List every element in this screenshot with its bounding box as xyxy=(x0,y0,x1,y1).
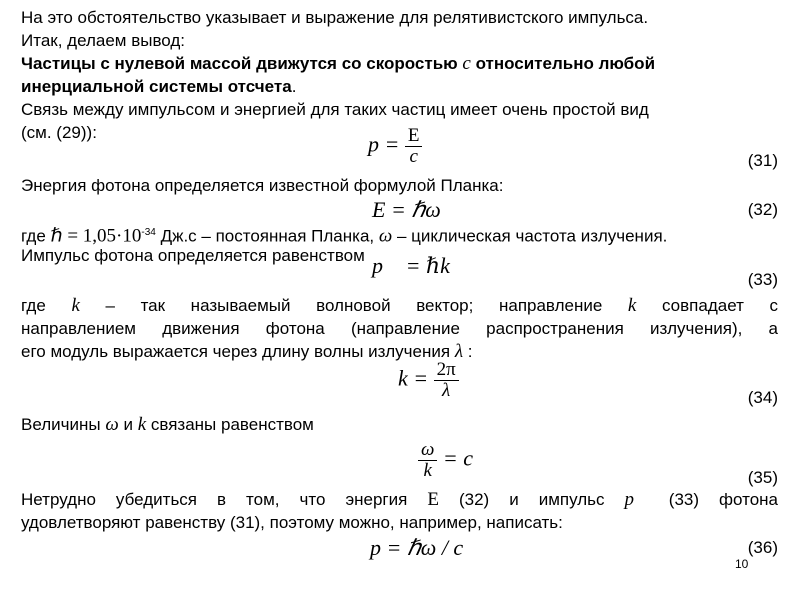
exp: -34 xyxy=(141,227,156,238)
t: Частицы с нулевой массой движутся со скоростью xyxy=(21,54,463,73)
t: (32) и импульс xyxy=(438,490,625,509)
conclusion-line xyxy=(21,54,655,74)
num: 2π xyxy=(434,360,459,381)
k: k xyxy=(137,414,147,435)
planck-constant: ℏ = 1,05·10 xyxy=(50,225,142,247)
text-line: Итак, делаем вывод: xyxy=(21,31,186,50)
num: E xyxy=(405,126,423,147)
text-line: Энергия фотона определяется известной формулой Планка: xyxy=(21,176,504,195)
num: ω xyxy=(418,440,437,461)
eq-number: (31) xyxy=(747,151,778,170)
formula-34 xyxy=(398,360,459,401)
conclusion-line: инерциальной системы отсчета. xyxy=(21,77,297,96)
t: где xyxy=(21,226,51,246)
t: Величины xyxy=(21,415,106,434)
text-line: На это обстоятельство указывает и выражение для релятивистского импульса. xyxy=(21,8,649,27)
k-vector: k xyxy=(71,295,80,316)
formula-35 xyxy=(418,440,473,481)
t: = c xyxy=(437,445,474,471)
formula-33: p⃗ = ℏk⃗ xyxy=(372,253,468,278)
text-line xyxy=(21,296,778,316)
t: совпадает с xyxy=(636,296,778,315)
t: его модуль выражается через длину волны излучения xyxy=(21,342,455,361)
text-line: направлением движения фотона (направление распространения излучения), а xyxy=(21,319,778,338)
t: связаны равенством xyxy=(146,415,314,434)
text-line xyxy=(21,490,778,510)
eq-number: (33) xyxy=(747,270,778,289)
t: (33) фотона xyxy=(648,490,778,509)
page-number: 10 xyxy=(735,557,749,571)
formula-31 xyxy=(368,126,422,167)
text-line: Импульс фотона определяется равенством xyxy=(21,246,365,265)
eq-number: (36) xyxy=(747,538,778,557)
den: k xyxy=(423,460,432,481)
t: Дж.с – постоянная Планка, xyxy=(155,226,379,246)
formula-32: E = ℏω xyxy=(372,197,441,222)
t: – циклическая частота излучения. xyxy=(392,226,668,246)
t: и xyxy=(118,415,138,434)
p-vector: p⃗ xyxy=(624,489,649,510)
t: k = xyxy=(398,365,434,391)
E-symbol: E xyxy=(427,489,439,510)
t: инерциальной системы отсчета xyxy=(21,77,292,96)
text-line xyxy=(21,342,473,362)
den: c xyxy=(409,146,418,167)
t: p = xyxy=(368,131,405,157)
c-symbol: c xyxy=(462,53,471,74)
eq-number: (35) xyxy=(747,468,778,487)
eq-number: (32) xyxy=(747,200,778,219)
text-line xyxy=(21,415,314,435)
text-line xyxy=(21,223,667,247)
text-line: (см. (29)): xyxy=(21,123,97,142)
k-vector: k xyxy=(627,295,637,316)
t: : xyxy=(463,342,473,361)
eq-number: (34) xyxy=(747,388,778,407)
den: λ xyxy=(442,380,451,401)
t: относительно любой xyxy=(470,54,656,73)
lambda: λ xyxy=(454,341,464,362)
t: – так называемый волновой вектор; направление xyxy=(79,296,628,315)
text-line: удовлетворяют равенству (31), поэтому можно, например, написать: xyxy=(21,513,563,532)
omega: ω xyxy=(105,414,119,435)
t: Нетрудно убедиться в том, что энергия xyxy=(21,490,428,509)
text-line: Связь между импульсом и энергией для таких частиц имеет очень простой вид xyxy=(21,100,649,119)
omega: ω xyxy=(378,225,393,247)
formula-36: p = ℏω / c xyxy=(370,535,464,560)
t: где xyxy=(21,296,72,315)
